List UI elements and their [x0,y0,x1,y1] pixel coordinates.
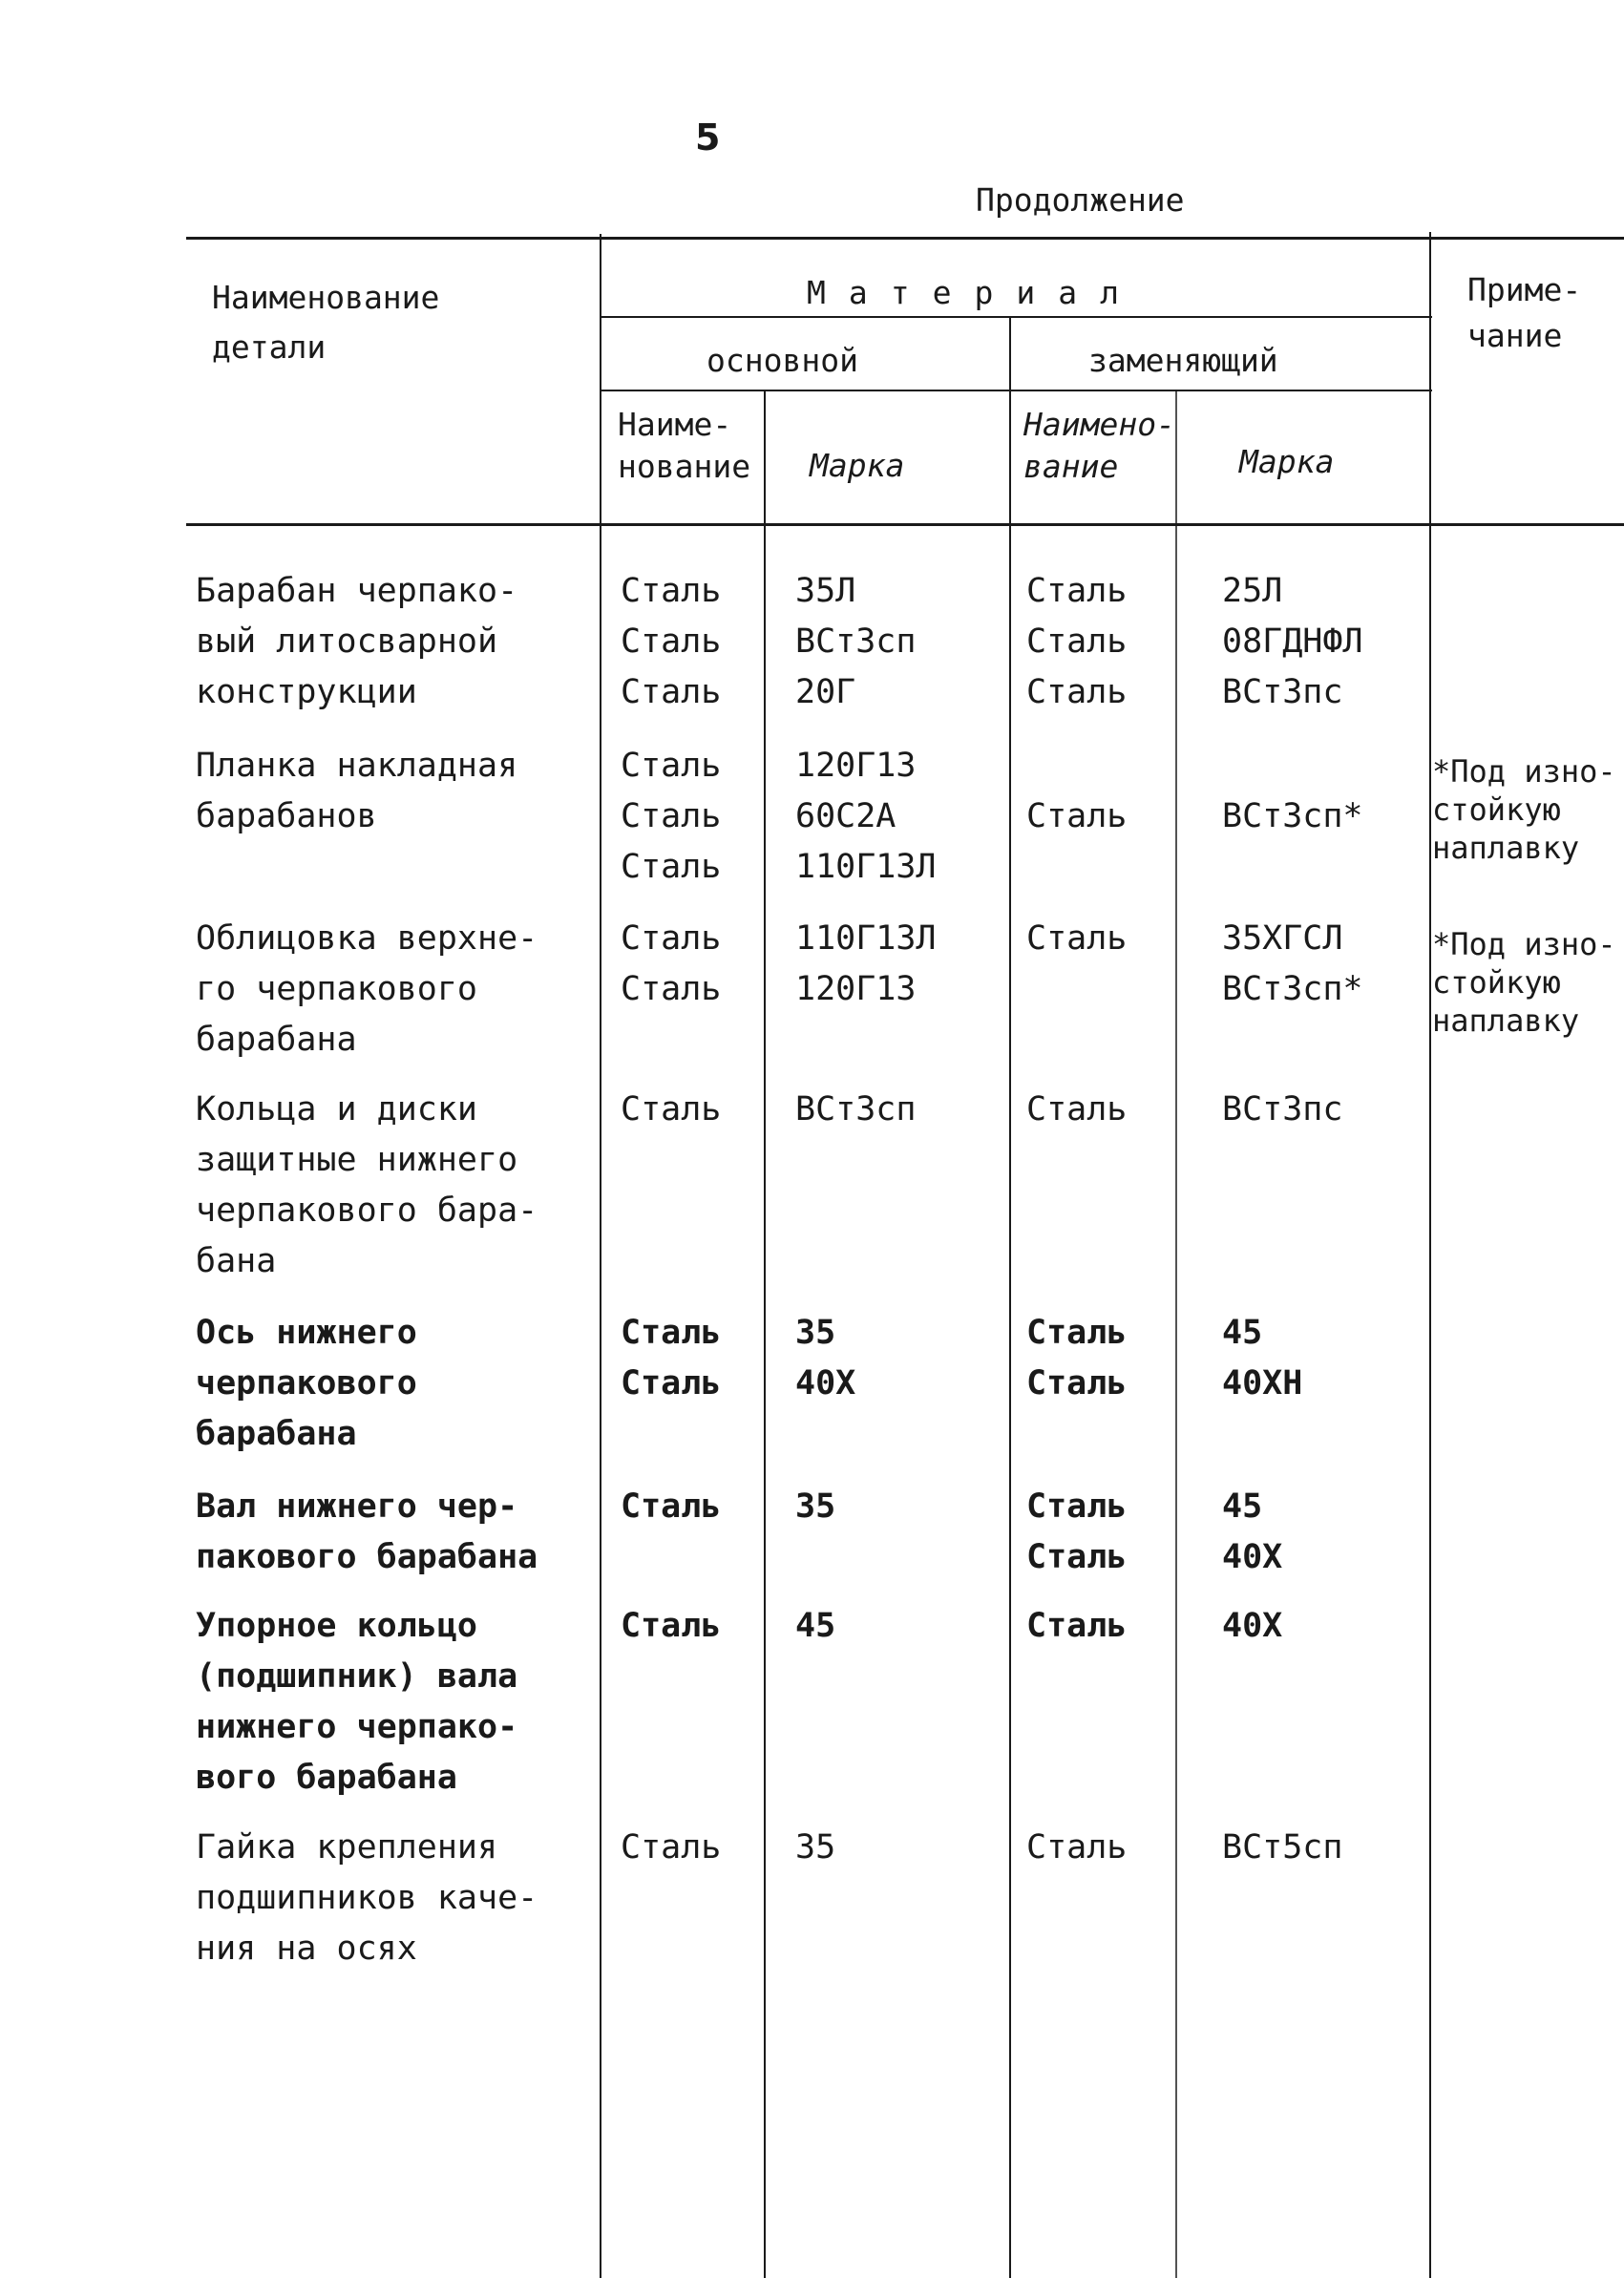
substitute-material-name-line: Сталь [1026,1607,1128,1645]
basic-material-name-line: Сталь [621,572,722,610]
basic-material-name [621,1308,721,1409]
basic-material-grade [795,1482,835,1532]
basic-material-grade-line: 35 [795,1314,836,1352]
basic-material-name-line: Сталь [621,848,722,886]
basic-material-name-line: Сталь [621,673,722,711]
basic-material-grade-line: ВСт3сп [795,622,917,661]
basic-material-name-line: Сталь [621,1607,722,1645]
basic-material-name-line: Сталь [621,970,722,1008]
basic-material-grade-line: ВСт3сп [795,1090,917,1128]
basic-material-grade [795,914,937,1015]
basic-material-name-line: Сталь [621,622,722,661]
basic-material-grade [795,1085,916,1135]
part-name-line: нижнего черпако- [196,1708,518,1746]
header-basic-name: Наиме- нование [618,406,751,485]
part-name-line: конструкции [196,673,417,711]
part-name [196,741,517,842]
part-name [196,1085,538,1287]
col-line-5 [1429,232,1431,2278]
substitute-material-name-line [1026,741,1127,791]
part-name-line: Гайка крепления [196,1828,498,1867]
part-name-line: черпакового [196,1364,417,1403]
basic-material-grade [795,1823,835,1873]
substitute-material-name [1026,1823,1127,1873]
substitute-material-grade-line: 35ХГСЛ [1222,919,1343,958]
substitute-material-grade-line: ВСт3сп* [1222,970,1363,1008]
row-note-line: стойкую [1432,964,1561,1001]
part-name [196,1823,538,1974]
substitute-material-name-line: Сталь [1026,622,1128,661]
substitute-material-name-line: Сталь [1026,1314,1128,1352]
substitute-material-name-line: Сталь [1026,919,1128,958]
substitute-material-grade [1222,566,1363,718]
basic-material-name-line: Сталь [621,1090,722,1128]
basic-material-grade-line: 35 [795,1828,836,1867]
basic-material-grade [795,1308,855,1409]
row-note-line: наплавку [1432,830,1580,866]
substitute-material-name-line: Сталь [1026,673,1128,711]
substitute-material-name [1026,1085,1127,1135]
substitute-material-grade [1222,1601,1282,1652]
substitute-material-grade-line: 40Х [1222,1607,1283,1645]
part-name-line: защитные нижнего [196,1141,518,1179]
substitute-material-grade-line: 25Л [1222,572,1283,610]
substitute-material-grade-line: ВСт3сп* [1222,797,1363,835]
part-name-line: вого барабана [196,1759,457,1797]
part-name-line: го черпакового [196,970,478,1008]
continuation-label: Продолжение [976,181,1185,219]
col-line-4 [1175,390,1177,2278]
substitute-material-grade [1222,1482,1282,1583]
substitute-material-grade-line: 40Х [1222,1538,1283,1576]
substitute-material-name-line: Сталь [1026,1828,1128,1867]
part-name-line: Упорное кольцо [196,1607,478,1645]
basic-material-grade-line: 45 [795,1607,836,1645]
header-basic: основной [707,342,858,379]
substitute-material-name-line: Сталь [1026,797,1128,835]
part-name-line: барабанов [196,797,377,835]
substitute-material-name-line: Сталь [1026,1364,1128,1403]
substitute-material-name [1026,741,1127,893]
substitute-material-name-line: Сталь [1026,572,1128,610]
page-number: 5 [695,116,721,158]
part-name-line: черпакового бара- [196,1192,538,1230]
part-name-line: (подшипник) вала [196,1657,518,1696]
substitute-material-grade [1222,1308,1302,1409]
substitute-material-grade-line: 45 [1222,1314,1263,1352]
header-part-name: Наименование детали [212,279,440,366]
basic-material-name [621,566,721,718]
basic-material-grade-line: 40Х [795,1364,856,1403]
substitute-material-name [1026,1308,1127,1409]
substitute-material-grade [1222,1823,1342,1873]
substitute-material-name [1026,914,1127,1015]
substitute-material-name-line [1026,964,1127,1015]
part-name-line: Вал нижнего чер- [196,1487,518,1526]
header-sub-name: Наимено- вание [1023,406,1175,485]
basic-material-grade-line: 110Г13Л [795,848,937,886]
col-line-1 [600,234,601,2278]
part-name-line: подшипников каче- [196,1879,538,1917]
basic-material-grade [795,566,916,718]
header-substitute: заменяющий [1088,342,1278,379]
part-name-line: барабана [196,1415,357,1453]
basic-material-name-line: Сталь [621,1364,722,1403]
basic-substitute-divider [601,390,1432,391]
part-name-line: Барабан черпако- [196,572,518,610]
part-name-line: пакового барабана [196,1538,538,1576]
part-name [196,1308,417,1460]
basic-material-grade-line: 35Л [795,572,856,610]
basic-material-name [621,914,721,1015]
part-name-line: барабана [196,1021,357,1059]
row-note [1432,925,1616,1040]
part-name-line: Ось нижнего [196,1314,417,1352]
part-name [196,1601,517,1803]
substitute-material-name-line: Сталь [1026,1487,1128,1526]
basic-material-grade-line: 120Г13 [795,747,917,785]
substitute-material-name-line: Сталь [1026,1538,1128,1576]
substitute-material-name-line: Сталь [1026,1090,1128,1128]
basic-material-grade-line: 60С2А [795,797,896,835]
part-name-line: вый литосварной [196,622,498,661]
basic-material-name [621,1823,721,1873]
part-name-line: ния на осях [196,1930,417,1968]
part-name [196,566,517,718]
substitute-material-name [1026,1482,1127,1583]
basic-material-name-line: Сталь [621,1314,722,1352]
substitute-material-name [1026,1601,1127,1652]
substitute-material-grade-line: ВСт3пс [1222,673,1343,711]
substitute-material-grade-line: 08ГДНФЛ [1222,622,1363,661]
substitute-material-name-line [1026,842,1127,893]
part-name [196,1482,538,1583]
basic-material-name [621,1601,721,1652]
substitute-material-grade-line: 40ХН [1222,1364,1303,1403]
basic-material-grade [795,1601,835,1652]
header-note: Приме- чание [1467,271,1582,354]
basic-material-grade-line: 20Г [795,673,856,711]
material-divider [601,316,1432,318]
substitute-material-grade-line: ВСт5сп [1222,1828,1343,1867]
substitute-material-grade [1222,741,1363,893]
substitute-material-grade-line: 45 [1222,1487,1263,1526]
basic-material-name-line: Сталь [621,747,722,785]
row-note-line: наплавку [1432,1002,1580,1039]
part-name-line: Планка накладная [196,747,518,785]
substitute-material-grade-line: ВСт3пс [1222,1090,1343,1128]
col-line-3 [1009,316,1011,2278]
part-name-line: Облицовка верхне- [196,919,538,958]
table-top-border [186,237,1624,240]
row-note-line: *Под изно- [1432,926,1616,962]
row-note-line: стойкую [1432,791,1561,828]
substitute-material-grade-line [1222,741,1363,791]
basic-material-name [621,741,721,893]
basic-material-grade-line: 110Г13Л [795,919,937,958]
row-note [1432,752,1616,867]
row-note-line: *Под изно- [1432,753,1616,790]
basic-material-name-line: Сталь [621,919,722,958]
substitute-material-grade [1222,914,1363,1015]
header-bottom-border [186,523,1624,526]
basic-material-name [621,1482,721,1532]
basic-material-grade-line: 120Г13 [795,970,917,1008]
substitute-material-grade [1222,1085,1342,1135]
basic-material-name [621,1085,721,1135]
basic-material-name-line: Сталь [621,1487,722,1526]
col-line-2 [764,390,766,2278]
basic-material-grade [795,741,937,893]
basic-material-name-line: Сталь [621,797,722,835]
basic-material-name-line: Сталь [621,1828,722,1867]
substitute-material-grade-line [1222,842,1363,893]
part-name [196,914,538,1065]
basic-material-grade-line: 35 [795,1487,836,1526]
header-material: Материал [807,274,1142,311]
substitute-material-name [1026,566,1127,718]
part-name-line: бана [196,1242,277,1280]
part-name-line: Кольца и диски [196,1090,478,1128]
header-basic-grade: Марка [810,447,905,484]
header-sub-grade: Марка [1239,443,1335,480]
